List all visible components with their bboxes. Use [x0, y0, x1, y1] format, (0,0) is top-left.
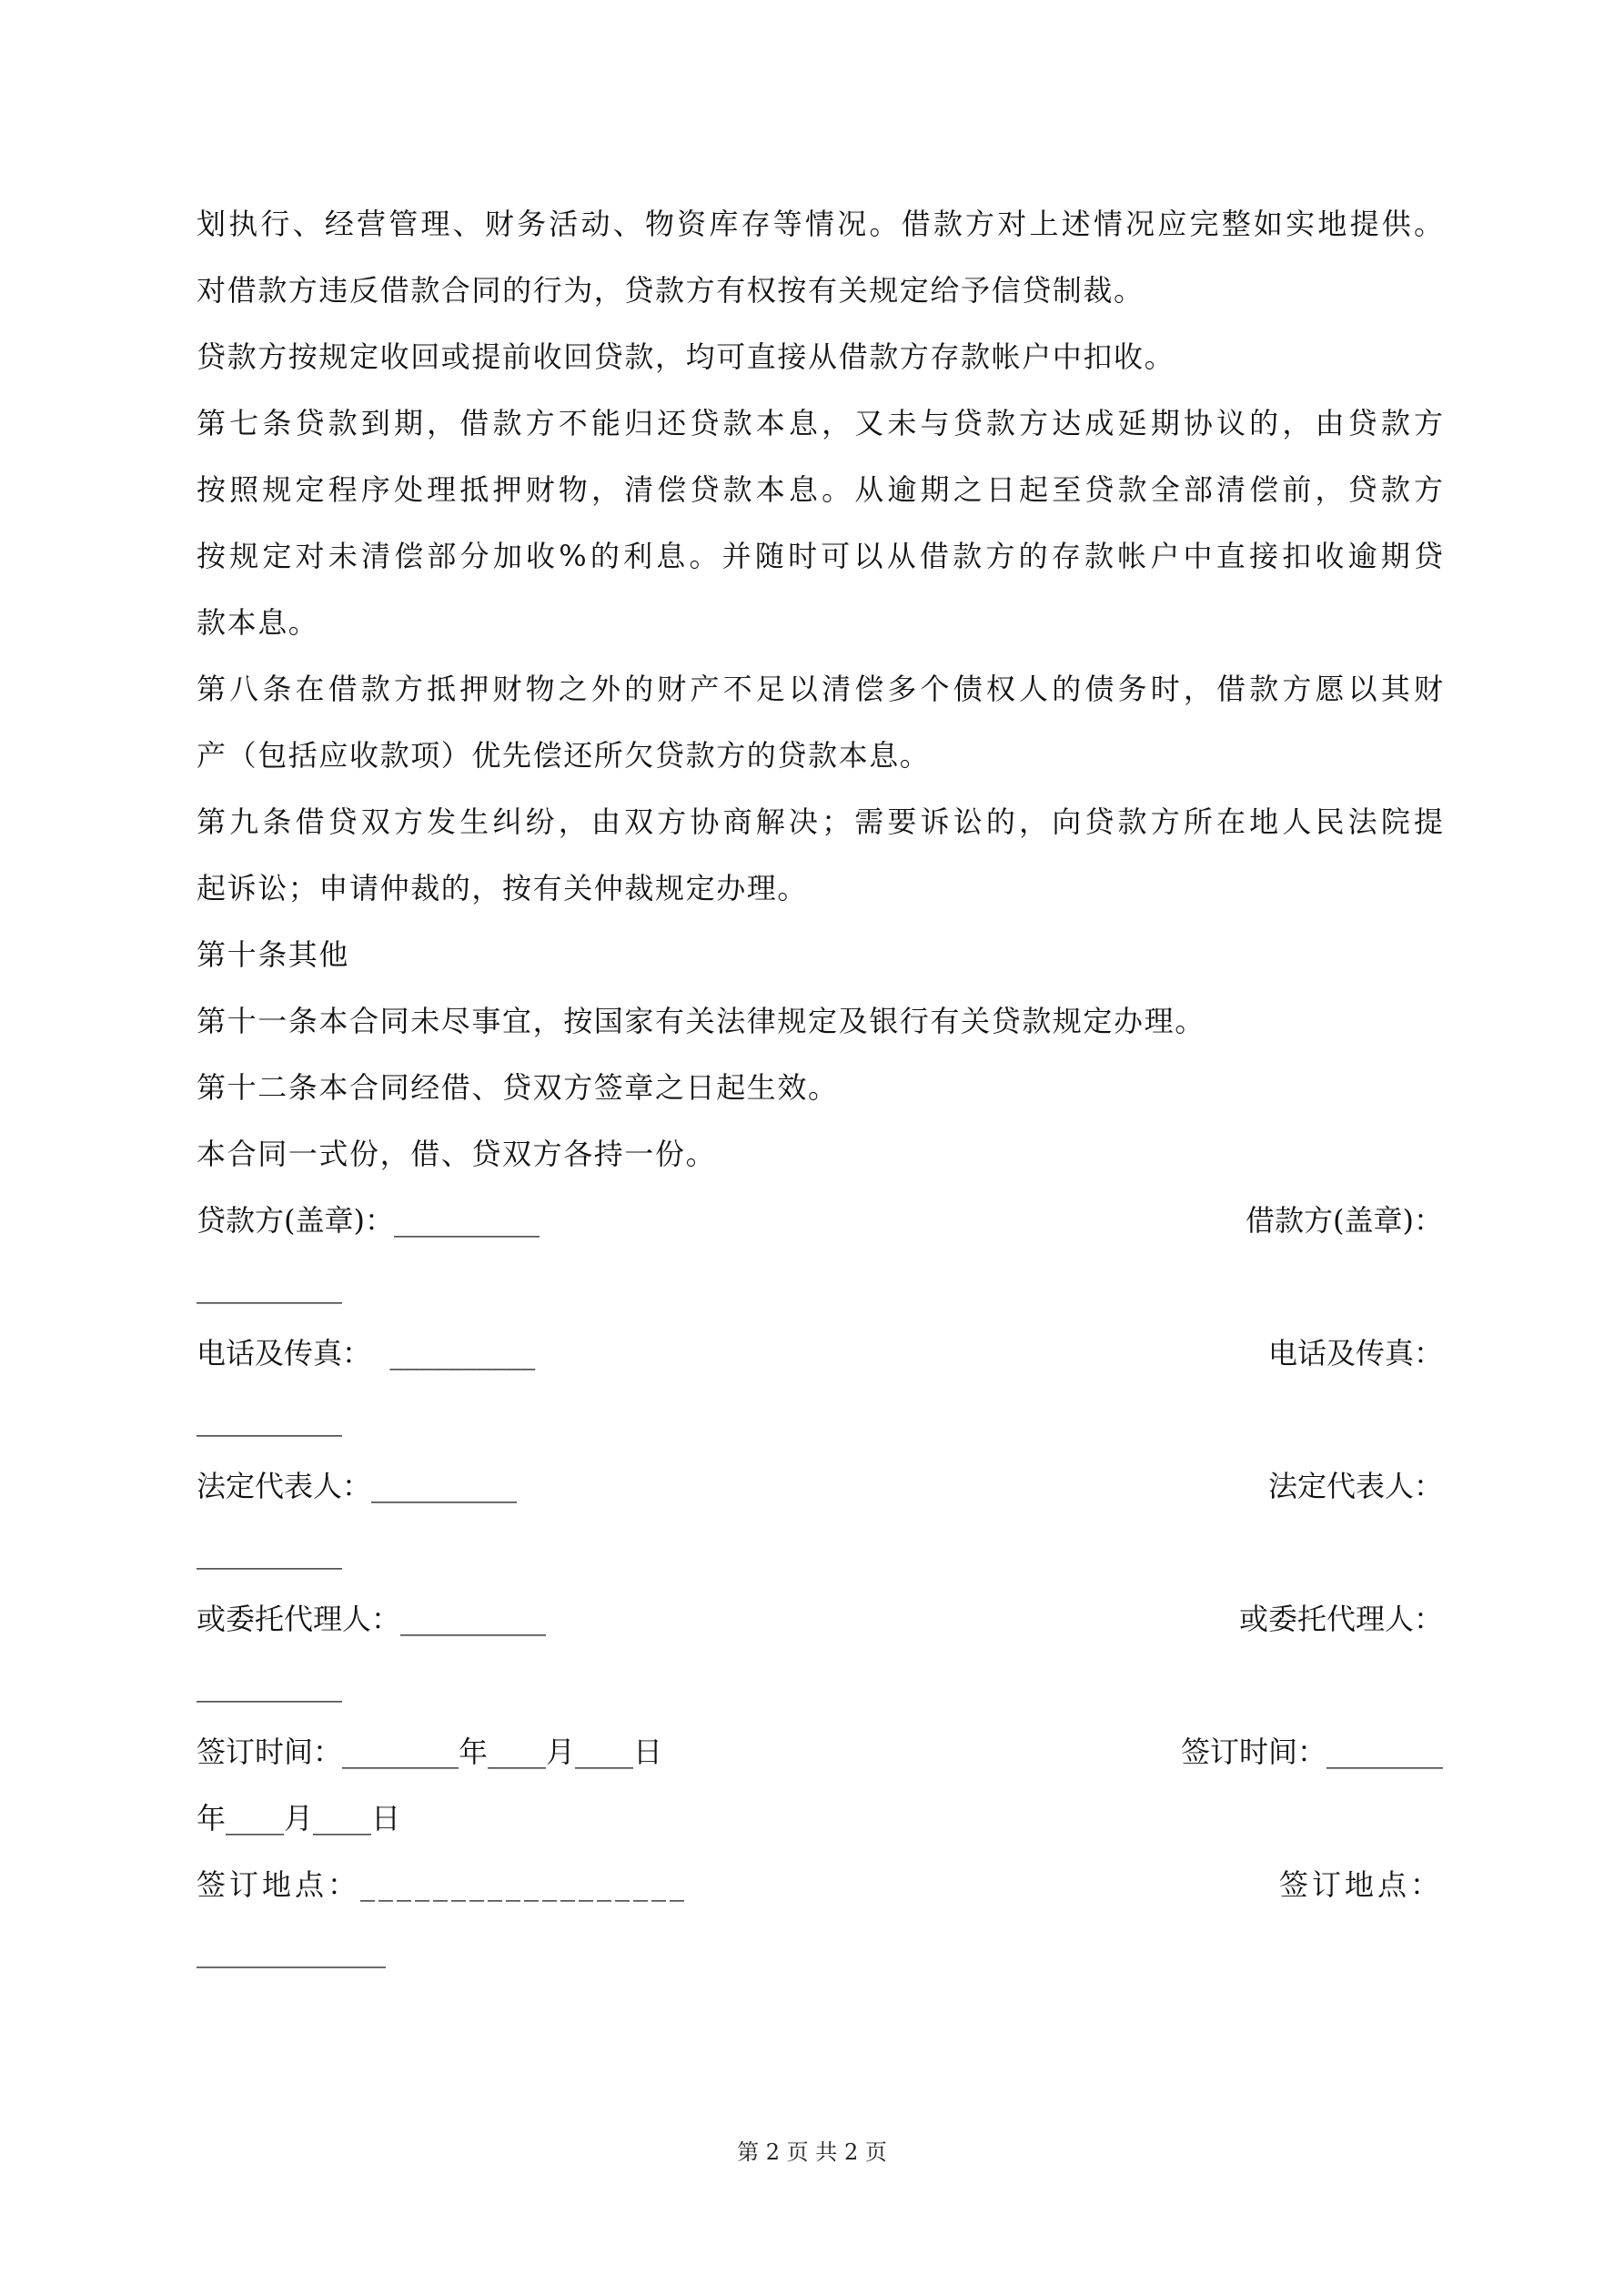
borrower-agent: 或委托代理人： — [1238, 1602, 1443, 1636]
borrower-phone: 电话及传真： — [1267, 1336, 1443, 1371]
copies-line: 本合同一式份，借、贷双方各持一份。 — [197, 1137, 717, 1171]
borrower-phone-blank: __________ — [197, 1402, 342, 1437]
rep-row — [197, 1453, 1443, 1520]
lender-date: 签订时间：________年____月____日 — [197, 1735, 663, 1769]
page-footer: 第 2 页 共 2 页 — [737, 2139, 887, 2165]
lender-rep: 法定代表人：__________ — [197, 1469, 518, 1503]
borrower-date: 签订时间：________ — [1180, 1735, 1443, 1769]
lender-seal: 贷款方(盖章)：__________ — [197, 1203, 540, 1238]
borrower-agent-blank: __________ — [197, 1668, 342, 1703]
borrower-place: 签订地点： — [1278, 1867, 1443, 1902]
article-11-line: 第十一条本合同未尽事宜，按国家有关法律规定及银行有关贷款规定办理。 — [197, 1004, 1205, 1038]
borrower-rep: 法定代表人： — [1267, 1469, 1443, 1503]
paragraph-line: 贷款方按规定收回或提前收回贷款，均可直接从借款方存款帐户中扣收。 — [197, 339, 1175, 374]
lender-phone: 电话及传真： __________ — [197, 1336, 536, 1371]
borrower-place-blank: _____________ — [197, 1934, 386, 1968]
article-7-line: 按规定对未清偿部分加收%的利息。并随时可以从借款方的存款帐户中直接扣收逾期贷 — [197, 539, 1443, 573]
article-12-line: 第十二条本合同经借、贷双方签章之日起生效。 — [197, 1070, 839, 1105]
article-7-line: 款本息。 — [197, 605, 319, 640]
article-10-line: 第十条其他 — [197, 937, 350, 972]
article-8-line: 第八条在借款方抵押财物之外的财产不足以清偿多个债权人的债务时，借款方愿以其财 — [197, 672, 1443, 706]
phone-row — [197, 1320, 1443, 1387]
agent-row — [197, 1586, 1443, 1653]
document-body — [197, 191, 1443, 1985]
seal-row — [197, 1188, 1443, 1254]
paragraph-line: 对借款方违反借款合同的行为，贷款方有权按有关规定给予信贷制裁。 — [197, 273, 1145, 308]
borrower-seal-blank: __________ — [197, 1269, 342, 1304]
paragraph-line: 划执行、经营管理、财务活动、物资库存等情况。借款方对上述情况应完整如实地提供。 — [197, 207, 1443, 241]
article-9-line: 第九条借贷双方发生纠纷，由双方协商解决；需要诉讼的，向贷款方所在地人民法院提 — [197, 804, 1443, 839]
article-7-line: 按照规定程序处理抵押财物，清偿贷款本息。从逾期之日起至贷款全部清偿前，贷款方 — [197, 472, 1443, 507]
borrower-date-cont: 年____月____日 — [197, 1801, 401, 1836]
lender-agent: 或委托代理人：__________ — [197, 1602, 547, 1636]
place-row — [197, 1852, 1443, 1918]
borrower-rep-blank: __________ — [197, 1535, 342, 1570]
lender-place: 签订地点：__________________ — [197, 1867, 689, 1902]
date-row — [197, 1719, 1443, 1785]
article-8-line: 产（包括应收款项）优先偿还所欠贷款方的贷款本息。 — [197, 738, 931, 773]
article-7-line: 第七条贷款到期，借款方不能归还贷款本息，又未与贷款方达成延期协议的，由贷款方 — [197, 406, 1443, 440]
article-9-line: 起诉讼；申请仲裁的，按有关仲裁规定办理。 — [197, 871, 809, 905]
borrower-seal: 借款方(盖章)： — [1246, 1203, 1443, 1238]
